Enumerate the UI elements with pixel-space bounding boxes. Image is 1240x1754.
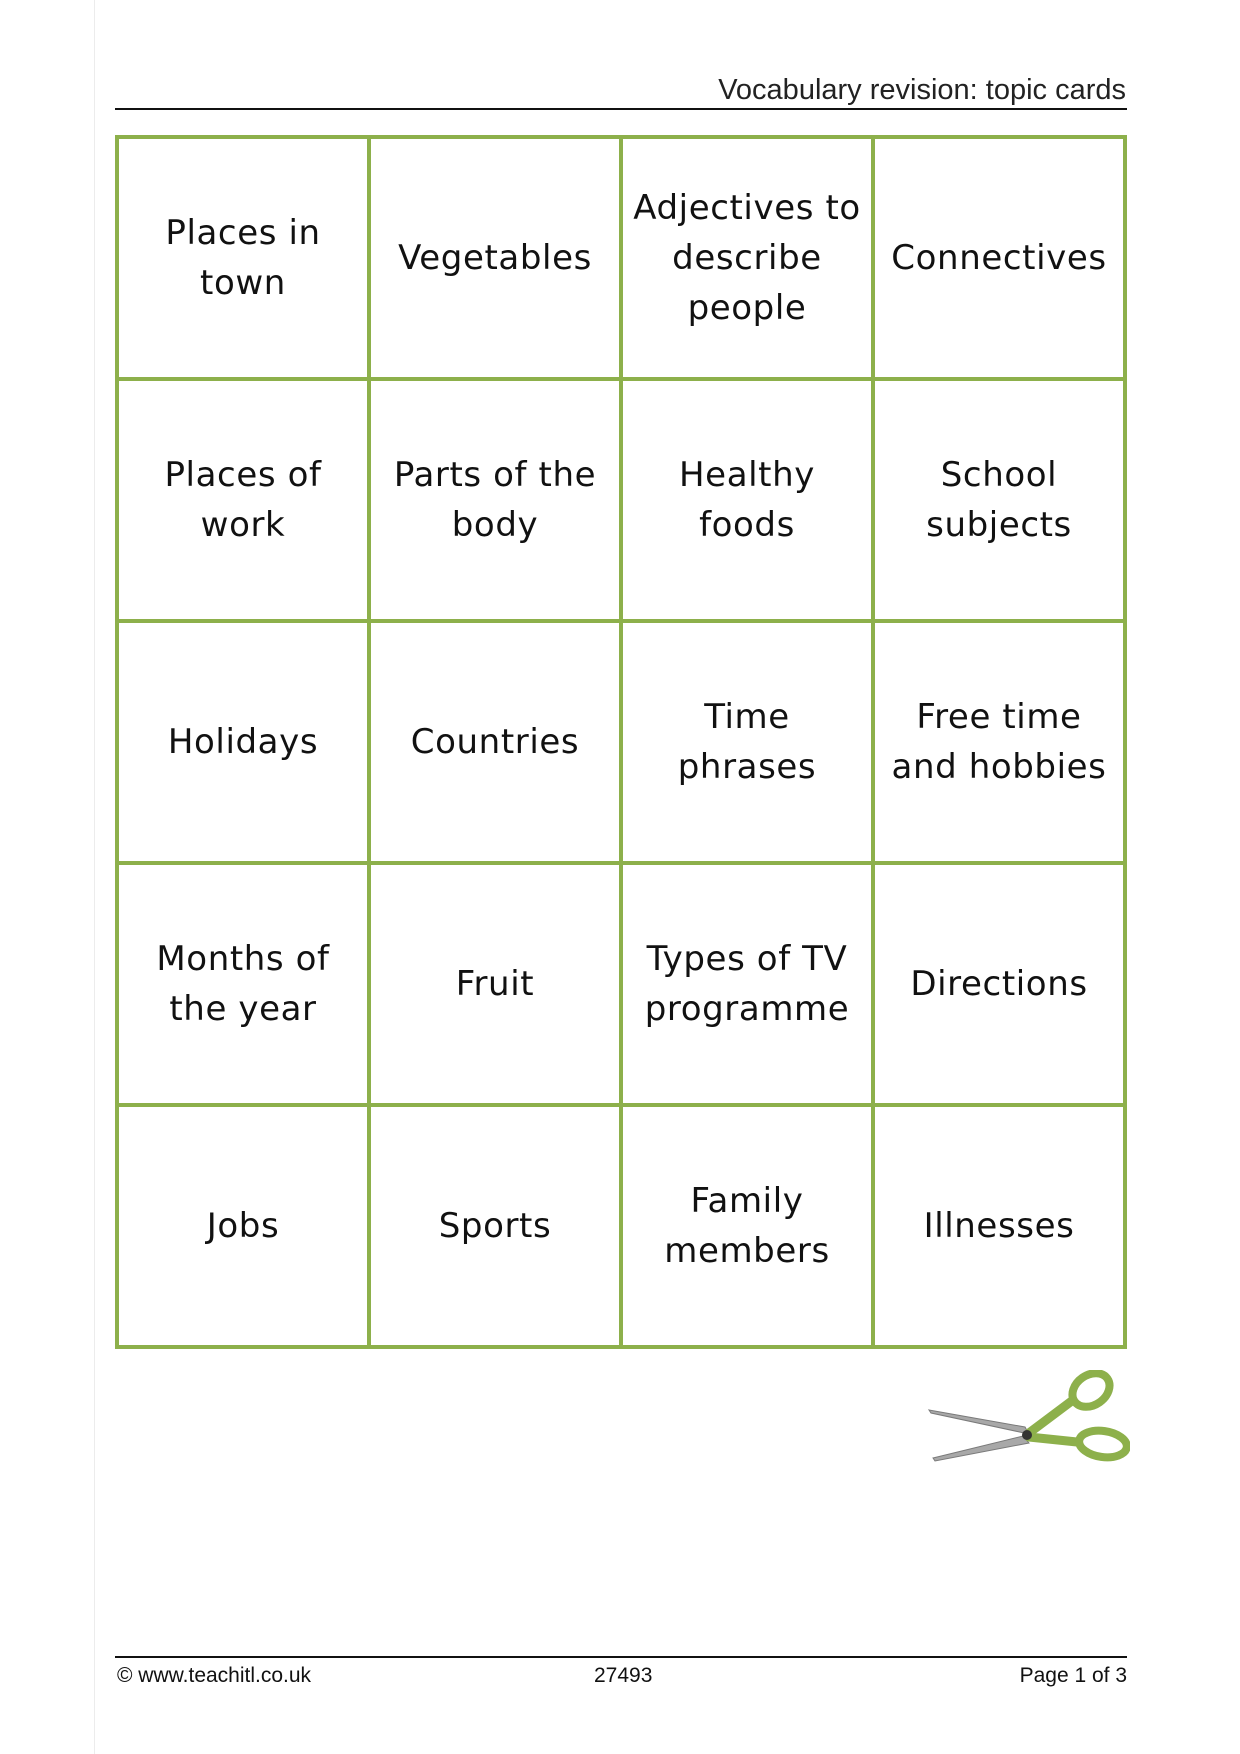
topic-card-label: Months of the year bbox=[156, 939, 330, 1029]
topic-card-label: Fruit bbox=[455, 964, 535, 1004]
footer-divider bbox=[115, 1656, 1127, 1658]
topic-card bbox=[875, 623, 1127, 865]
topic-card-label: Directions bbox=[910, 964, 1088, 1004]
header-divider bbox=[115, 108, 1127, 110]
topic-card-label: Countries bbox=[410, 722, 580, 762]
page-number: Page 1 of 3 bbox=[1019, 1664, 1127, 1687]
topic-card bbox=[875, 865, 1127, 1107]
topic-card bbox=[119, 623, 371, 865]
topic-card bbox=[623, 1107, 875, 1349]
topic-card bbox=[623, 865, 875, 1107]
topic-card-label: Jobs bbox=[206, 1206, 280, 1246]
topic-card bbox=[371, 1107, 623, 1349]
topic-card-label: School subjects bbox=[926, 455, 1072, 545]
topic-card-label: Types of TV programme bbox=[644, 939, 850, 1029]
topic-card bbox=[875, 1107, 1127, 1349]
page-edge bbox=[94, 0, 95, 1754]
topic-card-label: Adjectives to describe people bbox=[633, 188, 861, 328]
topic-card-label: Places of work bbox=[164, 455, 322, 545]
topic-card bbox=[119, 1107, 371, 1349]
topic-card-label: Parts of the body bbox=[393, 455, 597, 545]
topic-card-label: Healthy foods bbox=[679, 455, 815, 545]
topic-card-label: Places in town bbox=[165, 213, 321, 303]
topic-card-label: Sports bbox=[438, 1206, 552, 1246]
topic-card bbox=[623, 139, 875, 381]
topic-card bbox=[119, 381, 371, 623]
topic-card bbox=[371, 381, 623, 623]
topic-card-grid bbox=[115, 135, 1127, 1349]
topic-card-label: Connectives bbox=[891, 238, 1107, 278]
scissors-icon bbox=[925, 1370, 1130, 1470]
topic-card-label: Time phrases bbox=[677, 697, 817, 787]
topic-card-label: Illnesses bbox=[923, 1206, 1075, 1246]
topic-card bbox=[875, 139, 1127, 381]
topic-card-label: Family members bbox=[664, 1181, 830, 1271]
topic-card-label: Vegetables bbox=[398, 238, 592, 278]
copyright-text: © www.teachitl.co.uk bbox=[117, 1664, 312, 1687]
topic-card-label: Free time and hobbies bbox=[891, 697, 1107, 787]
topic-card bbox=[371, 865, 623, 1107]
topic-card-label: Holidays bbox=[167, 722, 319, 762]
topic-card bbox=[875, 381, 1127, 623]
document-number: 27493 bbox=[594, 1664, 653, 1687]
topic-card bbox=[623, 623, 875, 865]
topic-card bbox=[623, 381, 875, 623]
topic-card bbox=[119, 139, 371, 381]
topic-card bbox=[119, 865, 371, 1107]
topic-card bbox=[371, 623, 623, 865]
topic-card bbox=[371, 139, 623, 381]
document-title: Vocabulary revision: topic cards bbox=[718, 74, 1126, 106]
